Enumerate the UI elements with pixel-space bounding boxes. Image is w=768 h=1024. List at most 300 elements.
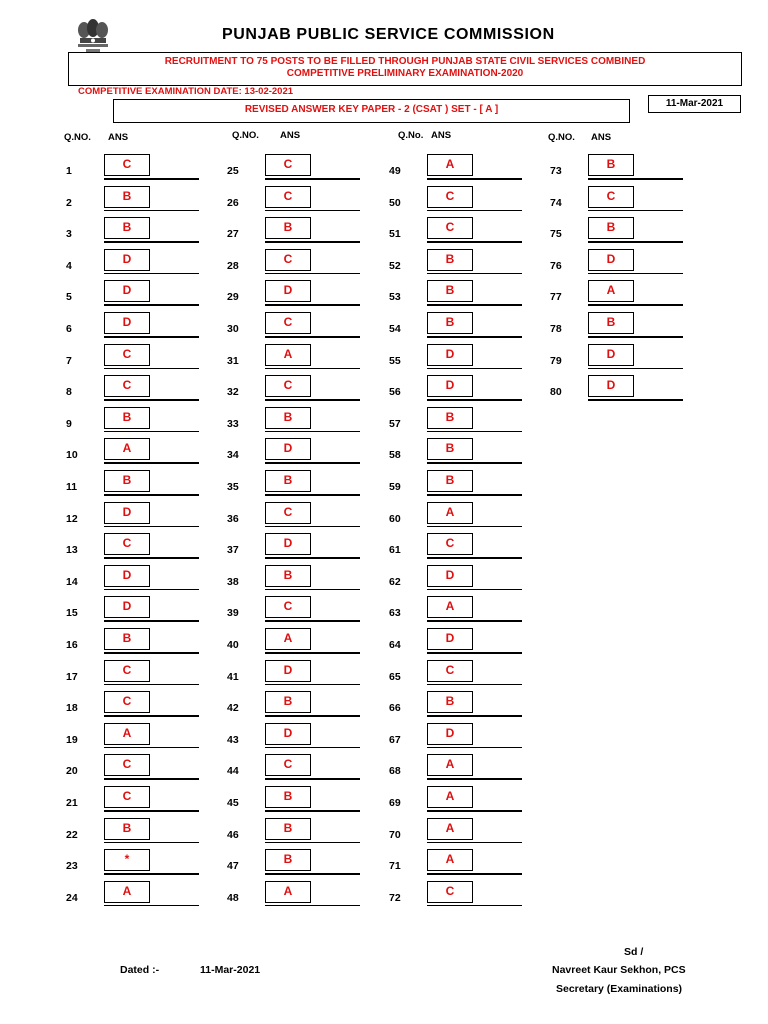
answer-value: C xyxy=(265,154,311,176)
answer-row xyxy=(550,186,710,218)
question-number: 68 xyxy=(389,765,401,778)
answer-value: A xyxy=(427,849,473,871)
question-number: 46 xyxy=(227,828,239,841)
question-number: 57 xyxy=(389,417,401,430)
answer-row xyxy=(66,217,226,249)
answer-value: B xyxy=(104,470,150,492)
question-number: 4 xyxy=(66,259,72,272)
dated-label: Dated :- xyxy=(120,964,160,976)
answer-value: C xyxy=(265,502,311,524)
answer-value: B xyxy=(427,470,473,492)
question-number: 64 xyxy=(389,639,401,651)
question-number: 25 xyxy=(227,165,239,177)
question-number: 38 xyxy=(227,575,239,588)
answer-value: C xyxy=(104,375,150,397)
row-underline xyxy=(427,304,522,306)
answer-value: B xyxy=(265,565,311,587)
row-underline xyxy=(104,431,199,433)
question-number: 75 xyxy=(550,228,562,241)
answer-row xyxy=(227,280,387,312)
answer-row xyxy=(389,596,549,628)
answer-value: C xyxy=(427,660,473,682)
row-underline xyxy=(104,620,199,622)
answer-value: B xyxy=(588,312,634,334)
answer-row xyxy=(550,217,710,249)
row-underline xyxy=(427,684,522,686)
row-underline xyxy=(588,178,683,180)
answer-row xyxy=(389,533,549,565)
answer-row xyxy=(66,312,226,344)
answer-row xyxy=(227,154,387,186)
answer-row xyxy=(389,691,549,723)
question-number: 54 xyxy=(389,323,401,335)
row-underline xyxy=(265,273,360,275)
row-underline xyxy=(265,462,360,464)
answer-row xyxy=(227,312,387,344)
answer-value: B xyxy=(427,280,473,302)
question-number: 48 xyxy=(227,891,239,904)
row-underline xyxy=(427,241,522,243)
question-number: 3 xyxy=(66,228,72,241)
question-number: 51 xyxy=(389,228,401,241)
answer-row xyxy=(389,628,549,660)
question-number: 13 xyxy=(66,544,78,557)
answer-row xyxy=(550,375,710,407)
row-underline xyxy=(104,273,199,275)
answer-row xyxy=(227,818,387,850)
answer-row xyxy=(66,849,226,881)
answer-value: D xyxy=(265,660,311,682)
answer-value: C xyxy=(265,754,311,776)
question-number: 61 xyxy=(389,544,401,557)
row-underline xyxy=(265,368,360,370)
answer-row xyxy=(66,470,226,502)
row-underline xyxy=(265,620,360,622)
answer-row xyxy=(227,344,387,376)
row-underline xyxy=(588,241,683,243)
question-number: 58 xyxy=(389,449,401,462)
question-number: 9 xyxy=(66,417,72,430)
answer-row xyxy=(227,691,387,723)
question-number: 65 xyxy=(389,670,401,683)
question-number: 76 xyxy=(550,259,562,272)
question-number: 20 xyxy=(66,765,78,778)
row-underline xyxy=(104,778,199,780)
answer-value: B xyxy=(427,312,473,334)
row-underline xyxy=(265,178,360,180)
answer-value: D xyxy=(265,533,311,555)
row-underline xyxy=(265,557,360,559)
answer-row xyxy=(227,470,387,502)
question-number: 22 xyxy=(66,828,78,841)
answer-value: D xyxy=(104,312,150,334)
question-number: 27 xyxy=(227,228,239,241)
question-number: 52 xyxy=(389,259,401,272)
state-emblem-icon xyxy=(68,16,118,56)
answer-row xyxy=(389,754,549,786)
answer-row xyxy=(66,249,226,281)
row-underline xyxy=(104,304,199,306)
question-number: 6 xyxy=(66,323,72,335)
question-number: 69 xyxy=(389,797,401,809)
row-underline xyxy=(104,557,199,559)
row-underline xyxy=(588,273,683,275)
answer-value: C xyxy=(104,154,150,176)
answer-row xyxy=(66,628,226,660)
question-number: 35 xyxy=(227,481,239,493)
answer-value: C xyxy=(104,754,150,776)
row-underline xyxy=(104,462,199,464)
answer-row xyxy=(389,470,549,502)
answer-value: B xyxy=(104,407,150,429)
answer-value: D xyxy=(104,249,150,271)
row-underline xyxy=(588,304,683,306)
signatory-title: Secretary (Examinations) xyxy=(556,983,683,995)
answer-value: D xyxy=(104,280,150,302)
question-number: 26 xyxy=(227,196,239,209)
answer-row xyxy=(389,818,549,850)
question-number: 44 xyxy=(227,765,239,778)
question-number: 39 xyxy=(227,607,239,620)
answer-row xyxy=(227,407,387,439)
answer-value: A xyxy=(104,438,150,460)
question-number: 31 xyxy=(227,354,239,367)
answer-value: C xyxy=(427,881,473,903)
question-number: 1 xyxy=(66,165,72,177)
answer-row xyxy=(227,438,387,470)
row-underline xyxy=(265,589,360,591)
question-number: 19 xyxy=(66,733,78,746)
question-number: 23 xyxy=(66,860,78,873)
row-underline xyxy=(104,241,199,243)
answer-value: C xyxy=(104,660,150,682)
row-underline xyxy=(265,810,360,812)
answer-value: D xyxy=(104,596,150,618)
row-underline xyxy=(427,462,522,464)
answer-value: B xyxy=(265,407,311,429)
answer-row xyxy=(66,438,226,470)
row-underline xyxy=(104,178,199,180)
answer-value: B xyxy=(588,217,634,239)
qno-header: Q.NO. xyxy=(548,132,575,143)
question-number: 77 xyxy=(550,291,562,304)
answer-row xyxy=(66,407,226,439)
answer-value: D xyxy=(104,502,150,524)
row-underline xyxy=(265,304,360,306)
question-number: 10 xyxy=(66,449,78,462)
answer-row xyxy=(550,154,710,186)
question-number: 34 xyxy=(227,449,239,462)
answer-row xyxy=(227,186,387,218)
row-underline xyxy=(588,399,683,401)
answer-row xyxy=(227,786,387,818)
answer-value: B xyxy=(427,691,473,713)
answer-row xyxy=(389,723,549,755)
answer-row xyxy=(227,533,387,565)
answer-value: D xyxy=(265,280,311,302)
row-underline xyxy=(427,494,522,496)
row-underline xyxy=(427,178,522,180)
answer-row xyxy=(227,249,387,281)
row-underline xyxy=(104,905,199,907)
answer-row xyxy=(389,249,549,281)
question-number: 49 xyxy=(389,165,401,177)
answer-value: B xyxy=(104,186,150,208)
row-underline xyxy=(104,336,199,338)
question-number: 15 xyxy=(66,607,78,620)
ans-header: ANS xyxy=(280,130,301,141)
question-number: 14 xyxy=(66,575,78,588)
row-underline xyxy=(427,399,522,401)
question-number: 29 xyxy=(227,291,239,304)
answer-value: C xyxy=(588,186,634,208)
answer-value: A xyxy=(427,502,473,524)
answer-value: B xyxy=(104,818,150,840)
row-underline xyxy=(427,842,522,844)
answer-row xyxy=(227,628,387,660)
answer-value: C xyxy=(265,186,311,208)
answer-value: D xyxy=(427,344,473,366)
row-underline xyxy=(427,557,522,559)
answer-row xyxy=(227,217,387,249)
answer-row xyxy=(389,660,549,692)
row-underline xyxy=(427,336,522,338)
answer-row xyxy=(227,565,387,597)
answer-row xyxy=(550,344,710,376)
question-number: 32 xyxy=(227,386,239,399)
page-title: PUNJAB PUBLIC SERVICE COMMISSION xyxy=(222,26,555,43)
question-number: 80 xyxy=(550,386,562,399)
question-number: 45 xyxy=(227,797,239,809)
question-number: 7 xyxy=(66,354,72,367)
answer-value: B xyxy=(265,470,311,492)
answer-value: A xyxy=(104,723,150,745)
answer-row xyxy=(389,154,549,186)
row-underline xyxy=(427,210,522,212)
question-number: 30 xyxy=(227,323,239,335)
answer-row xyxy=(66,818,226,850)
row-underline xyxy=(104,652,199,654)
row-underline xyxy=(104,715,199,717)
answer-value: D xyxy=(265,723,311,745)
answer-value: B xyxy=(265,786,311,808)
answer-value: D xyxy=(104,565,150,587)
answer-row xyxy=(389,438,549,470)
question-number: 24 xyxy=(66,891,78,904)
answer-row xyxy=(66,660,226,692)
row-underline xyxy=(588,210,683,212)
question-number: 79 xyxy=(550,354,562,367)
question-number: 67 xyxy=(389,733,401,746)
signatory-name: Navreet Kaur Sekhon, PCS xyxy=(552,964,686,976)
answer-value: C xyxy=(104,691,150,713)
question-number: 12 xyxy=(66,512,78,525)
answer-value: A xyxy=(265,881,311,903)
row-underline xyxy=(427,873,522,875)
row-underline xyxy=(104,810,199,812)
answer-row xyxy=(66,596,226,628)
answer-value: C xyxy=(427,186,473,208)
answer-value: C xyxy=(265,312,311,334)
answer-value: D xyxy=(588,375,634,397)
row-underline xyxy=(265,715,360,717)
answer-row xyxy=(66,375,226,407)
ans-header: ANS xyxy=(431,130,452,141)
answer-row xyxy=(66,786,226,818)
row-underline xyxy=(265,210,360,212)
question-number: 41 xyxy=(227,670,239,683)
answer-value: B xyxy=(265,217,311,239)
answer-row xyxy=(66,154,226,186)
answer-value: A xyxy=(265,628,311,650)
answer-row xyxy=(389,502,549,534)
answer-row xyxy=(66,754,226,786)
row-underline xyxy=(427,715,522,717)
row-underline xyxy=(427,747,522,749)
answer-value: A xyxy=(427,818,473,840)
qno-header: Q.NO. xyxy=(64,132,91,143)
question-number: 55 xyxy=(389,354,401,367)
row-underline xyxy=(427,368,522,370)
question-number: 2 xyxy=(66,196,72,209)
ans-header: ANS xyxy=(591,132,612,143)
question-number: 74 xyxy=(550,196,562,209)
question-number: 28 xyxy=(227,259,239,272)
answer-value: D xyxy=(588,249,634,271)
question-number: 21 xyxy=(66,797,78,809)
answer-row xyxy=(66,691,226,723)
answer-row xyxy=(389,881,549,913)
question-number: 73 xyxy=(550,165,562,177)
question-number: 72 xyxy=(389,891,401,904)
answer-row xyxy=(550,280,710,312)
dated-value: 11-Mar-2021 xyxy=(200,964,261,976)
question-number: 43 xyxy=(227,733,239,746)
answer-row xyxy=(389,375,549,407)
answer-row xyxy=(227,502,387,534)
question-number: 53 xyxy=(389,291,401,304)
row-underline xyxy=(104,210,199,212)
answer-value: B xyxy=(427,438,473,460)
row-underline xyxy=(104,368,199,370)
question-number: 66 xyxy=(389,702,401,715)
row-underline xyxy=(427,589,522,591)
answer-value: C xyxy=(265,596,311,618)
answer-value: A xyxy=(265,344,311,366)
answer-row xyxy=(389,280,549,312)
recruitment-line-2: COMPETITIVE PRELIMINARY EXAMINATION-2020 xyxy=(286,68,524,79)
question-number: 60 xyxy=(389,512,401,525)
row-underline xyxy=(427,273,522,275)
row-underline xyxy=(104,684,199,686)
answer-value: D xyxy=(427,565,473,587)
answer-value: C xyxy=(427,217,473,239)
row-underline xyxy=(104,494,199,496)
answer-row xyxy=(227,596,387,628)
ans-header: ANS xyxy=(108,132,129,143)
qno-header: Q.No. xyxy=(398,130,424,141)
row-underline xyxy=(265,747,360,749)
answer-value: D xyxy=(588,344,634,366)
question-number: 40 xyxy=(227,639,239,651)
answer-row xyxy=(66,533,226,565)
row-underline xyxy=(265,873,360,875)
row-underline xyxy=(427,620,522,622)
sd-mark: Sd / xyxy=(624,946,644,958)
question-number: 37 xyxy=(227,544,239,557)
answer-value: D xyxy=(427,723,473,745)
answer-value: * xyxy=(104,849,150,871)
question-number: 71 xyxy=(389,860,401,873)
answer-value: B xyxy=(265,691,311,713)
answer-value: C xyxy=(104,344,150,366)
answer-value: C xyxy=(104,533,150,555)
row-underline xyxy=(265,241,360,243)
answer-row xyxy=(227,723,387,755)
row-underline xyxy=(104,399,199,401)
answer-value: B xyxy=(265,849,311,871)
answer-row xyxy=(389,849,549,881)
question-number: 47 xyxy=(227,860,239,873)
answer-row xyxy=(389,217,549,249)
issue-date: 11-Mar-2021 xyxy=(648,95,741,113)
qno-header: Q.NO. xyxy=(232,130,259,141)
answer-row xyxy=(227,754,387,786)
question-number: 16 xyxy=(66,639,78,651)
answer-row xyxy=(389,407,549,439)
answer-row xyxy=(227,660,387,692)
answer-value: A xyxy=(427,754,473,776)
question-number: 56 xyxy=(389,386,401,399)
answer-row xyxy=(66,344,226,376)
question-number: 78 xyxy=(550,323,562,335)
answer-value: B xyxy=(104,217,150,239)
exam-date: COMPETITIVE EXAMINATION DATE: 13-02-2021 xyxy=(78,86,294,97)
row-underline xyxy=(104,526,199,528)
answer-value: C xyxy=(265,249,311,271)
question-number: 36 xyxy=(227,512,239,525)
answer-value: A xyxy=(104,881,150,903)
row-underline xyxy=(265,905,360,907)
answer-value: A xyxy=(427,596,473,618)
question-number: 50 xyxy=(389,196,401,209)
answer-row xyxy=(66,723,226,755)
row-underline xyxy=(265,842,360,844)
row-underline xyxy=(265,684,360,686)
question-number: 62 xyxy=(389,575,401,588)
answer-row xyxy=(389,344,549,376)
row-underline xyxy=(427,905,522,907)
answer-row xyxy=(389,786,549,818)
row-underline xyxy=(104,747,199,749)
row-underline xyxy=(427,526,522,528)
row-underline xyxy=(427,810,522,812)
row-underline xyxy=(104,589,199,591)
answer-row xyxy=(550,312,710,344)
question-number: 18 xyxy=(66,702,78,715)
answer-value: A xyxy=(427,154,473,176)
row-underline xyxy=(104,842,199,844)
recruitment-line-1: RECRUITMENT TO 75 POSTS TO BE FILLED THROUGH PUNJAB STATE CIVIL SERVICES COMBINED xyxy=(164,56,646,67)
question-number: 33 xyxy=(227,417,239,430)
answer-value: D xyxy=(265,438,311,460)
row-underline xyxy=(265,778,360,780)
row-underline xyxy=(265,526,360,528)
question-number: 11 xyxy=(66,481,78,493)
answer-value: D xyxy=(427,628,473,650)
answer-row xyxy=(227,881,387,913)
question-number: 63 xyxy=(389,607,401,620)
